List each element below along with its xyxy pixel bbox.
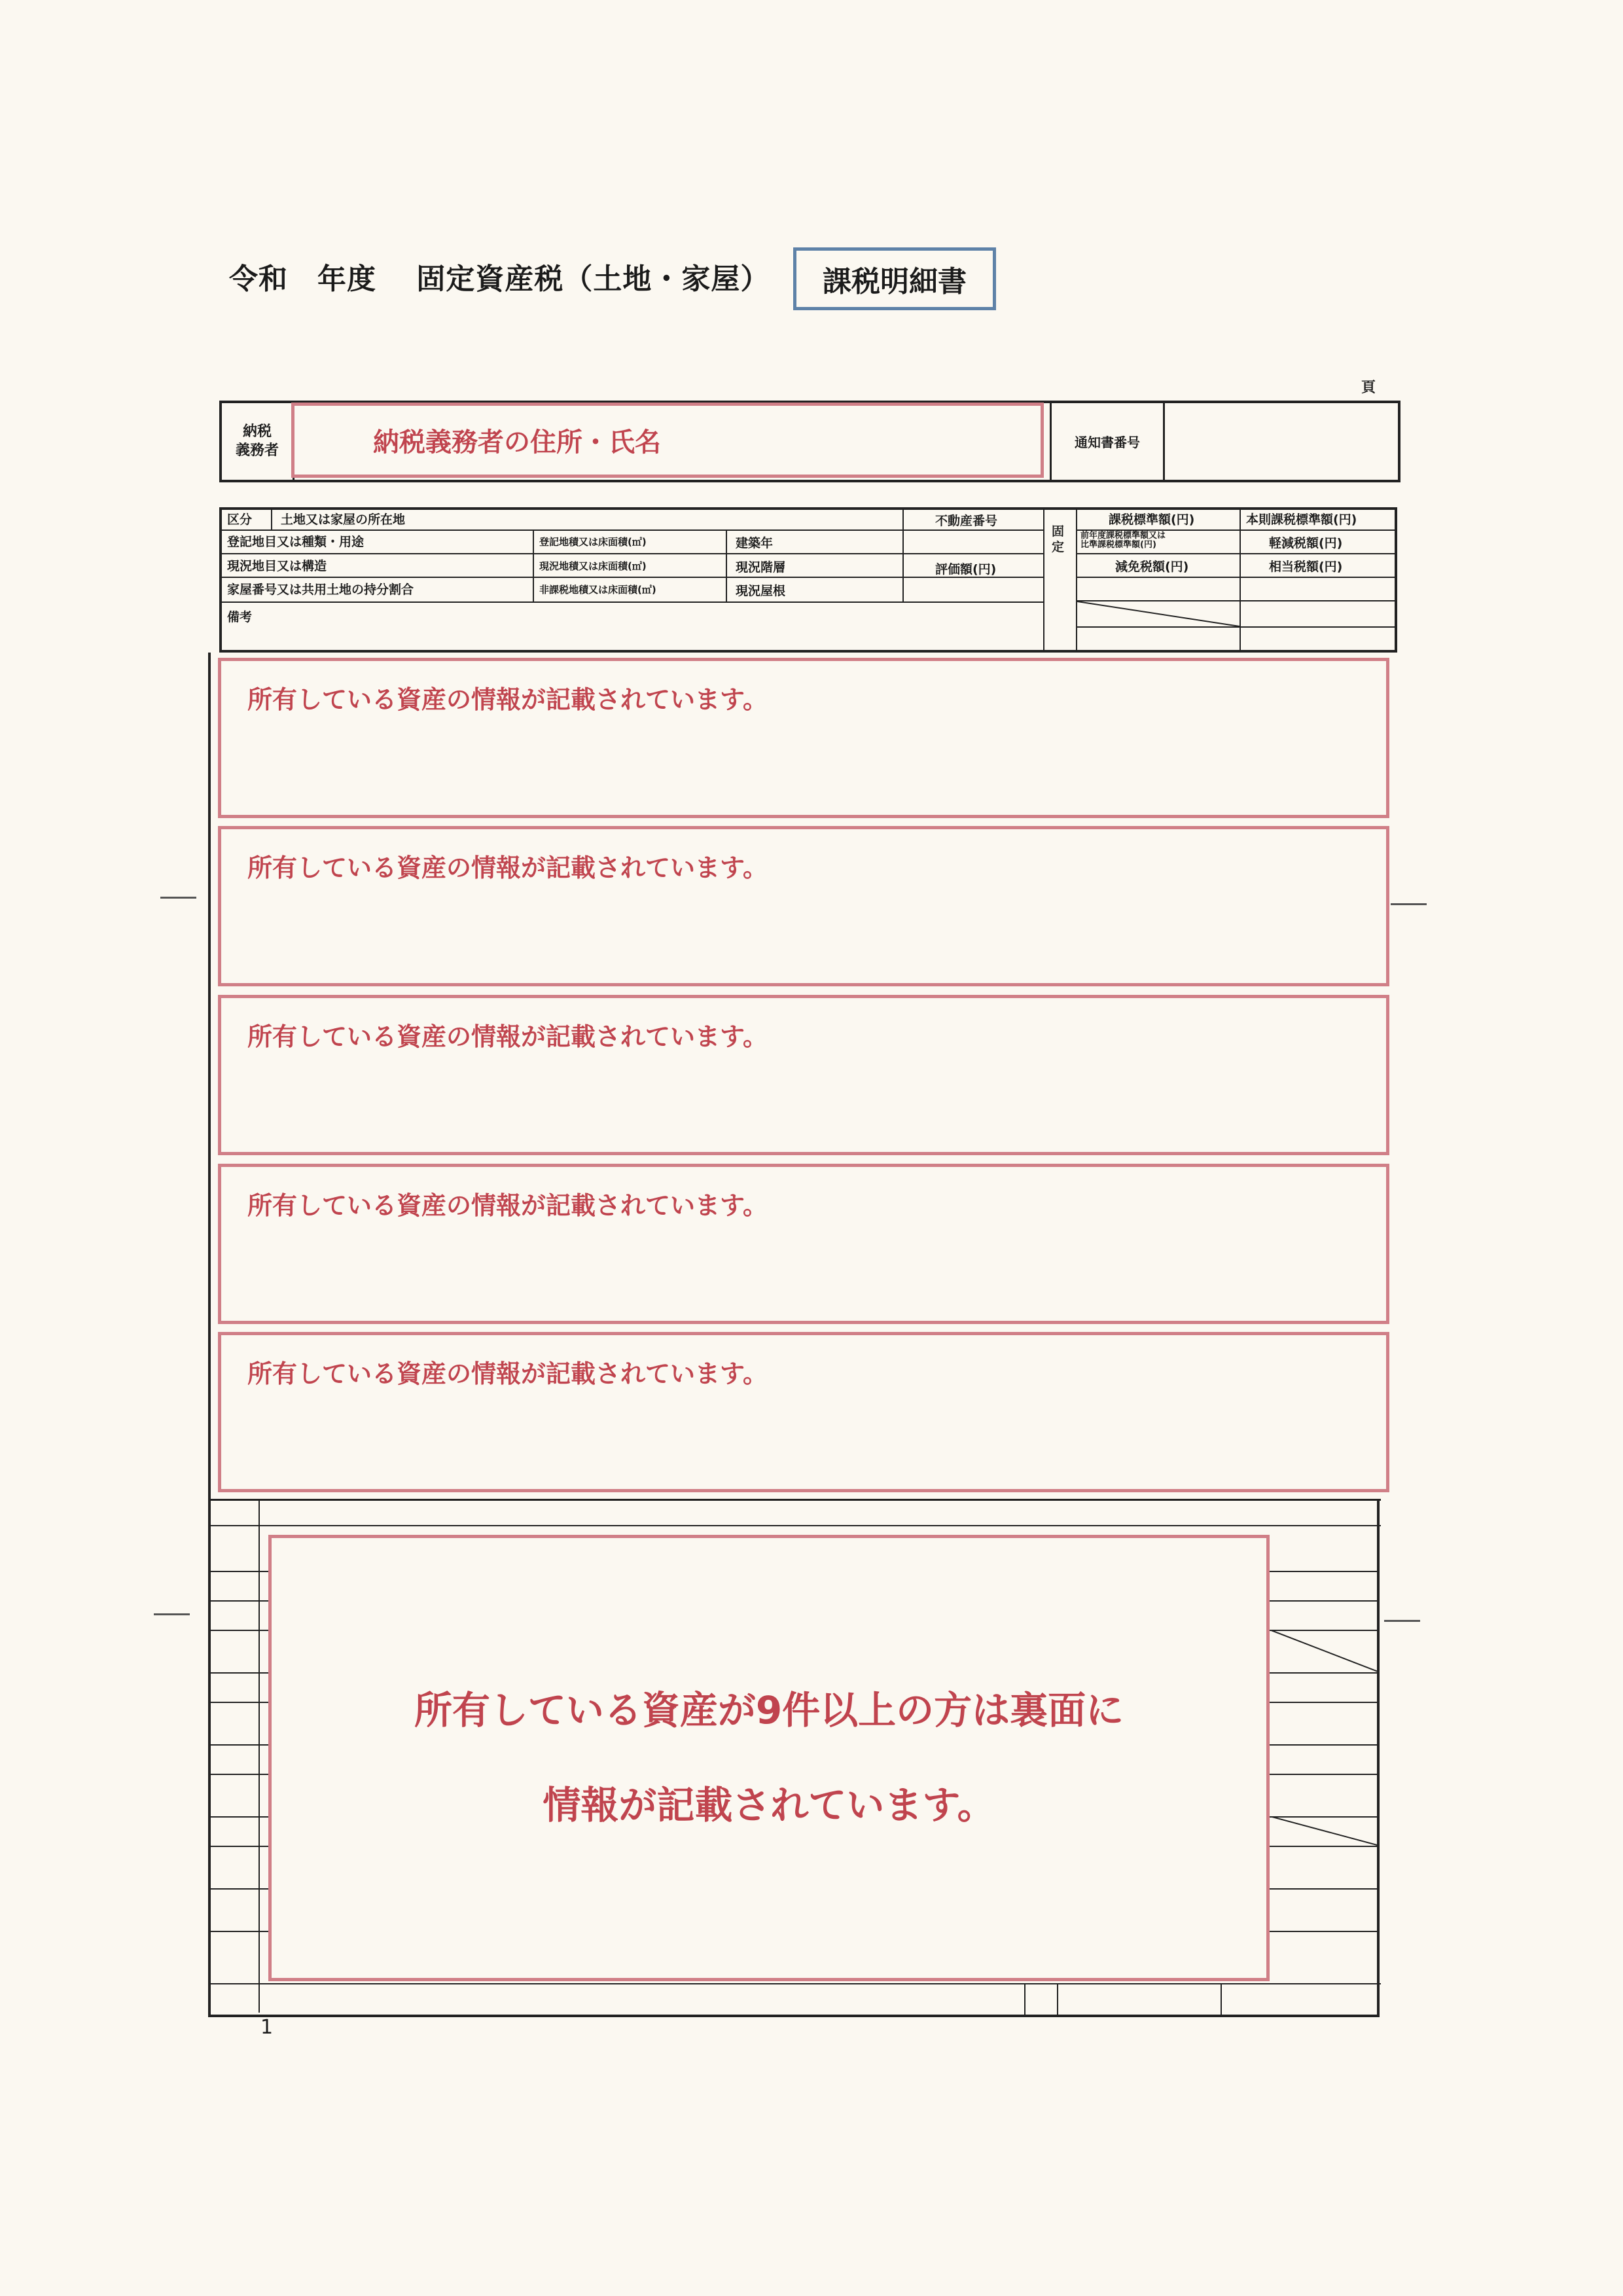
taxpayer-label: 納税 義務者 (222, 403, 294, 480)
asset-entry-5 (218, 1332, 1389, 1492)
overflow-notice-line1: 所有している資産が9件以上の方は裏面に (414, 1688, 1124, 1732)
registered-area-header: 登記地積又は床面積(㎡) (539, 536, 647, 548)
asset-note: 所有している資産の情報が記載されています。 (247, 853, 768, 882)
asset-entry-4 (218, 1164, 1389, 1324)
assessed-value-header: 評価額(円) (935, 562, 997, 577)
table-frame-bottom (208, 2015, 1380, 2017)
table-frame-left (208, 653, 211, 2017)
current-category-header: 現況地目又は構造 (227, 559, 327, 573)
prev-year-tax-base-header: 前年度課税標準額又は 比準課税標準額(円) (1080, 531, 1166, 550)
kubun-header: 区分 (227, 512, 253, 527)
current-floors-header: 現況階層 (736, 560, 786, 575)
asset-entry-1 (218, 658, 1389, 818)
asset-note: 所有している資産の情報が記載されています。 (247, 1191, 768, 1220)
asset-note: 所有している資産の情報が記載されています。 (247, 685, 768, 714)
current-roof-header: 現況屋根 (736, 584, 786, 598)
taxpayer-name-field (291, 403, 1044, 478)
lower-diagonal-rule-2 (1270, 1816, 1380, 1849)
reduction-header: 減免税額(円) (1115, 560, 1189, 574)
taxpayer-placeholder: 納税義務者の住所・氏名 (373, 427, 661, 457)
notice-number-label: 通知書番号 (1050, 403, 1165, 480)
asset-note: 所有している資産の情報が記載されています。 (247, 1022, 768, 1051)
overflow-notice-line2: 情報が記載されています。 (543, 1783, 995, 1827)
fold-mark (1391, 903, 1427, 905)
location-header: 土地又は家屋の所在地 (281, 512, 406, 527)
asset-entry-2 (218, 826, 1389, 986)
registered-category-header: 登記地目又は種類・用途 (227, 535, 365, 549)
asset-entry-3 (218, 995, 1389, 1155)
nontaxable-area-header: 非課税地積又は床面積(㎡) (539, 584, 656, 596)
asset-note: 所有している資産の情報が記載されています。 (247, 1359, 768, 1388)
tax-base-header: 課税標準額(円) (1109, 512, 1195, 527)
document-title: 令和 年度 固定資産税（土地・家屋） (229, 262, 770, 296)
fold-mark (154, 1613, 190, 1615)
built-year-header: 建築年 (736, 536, 774, 550)
lower-diagonal-rule-1 (1270, 1630, 1380, 1676)
fold-mark (1384, 1620, 1420, 1622)
remarks-header: 備考 (227, 610, 253, 624)
fixed-header: 固 定 (1052, 524, 1065, 554)
page-number: 1 (260, 2016, 274, 2039)
fold-mark (160, 897, 196, 899)
table-diagonal-rule (1077, 601, 1240, 628)
property-number-header: 不動産番号 (935, 514, 998, 528)
current-tax-base-header: 本則課税標準額(円) (1246, 512, 1357, 527)
table-frame-right (1377, 1499, 1380, 2017)
document-title-highlight: 課税明細書 (793, 247, 996, 310)
house-number-header: 家屋番号又は共用土地の持分割合 (227, 583, 414, 597)
equivalent-tax-header: 相当税額(円) (1269, 560, 1343, 574)
overflow-notice (268, 1535, 1270, 1981)
mitigated-tax-header: 軽減税額(円) (1269, 536, 1343, 550)
current-area-header: 現況地積又は床面積(㎡) (539, 560, 647, 572)
page-marker: 頁 (1361, 380, 1376, 396)
details-table-header (219, 507, 1397, 653)
